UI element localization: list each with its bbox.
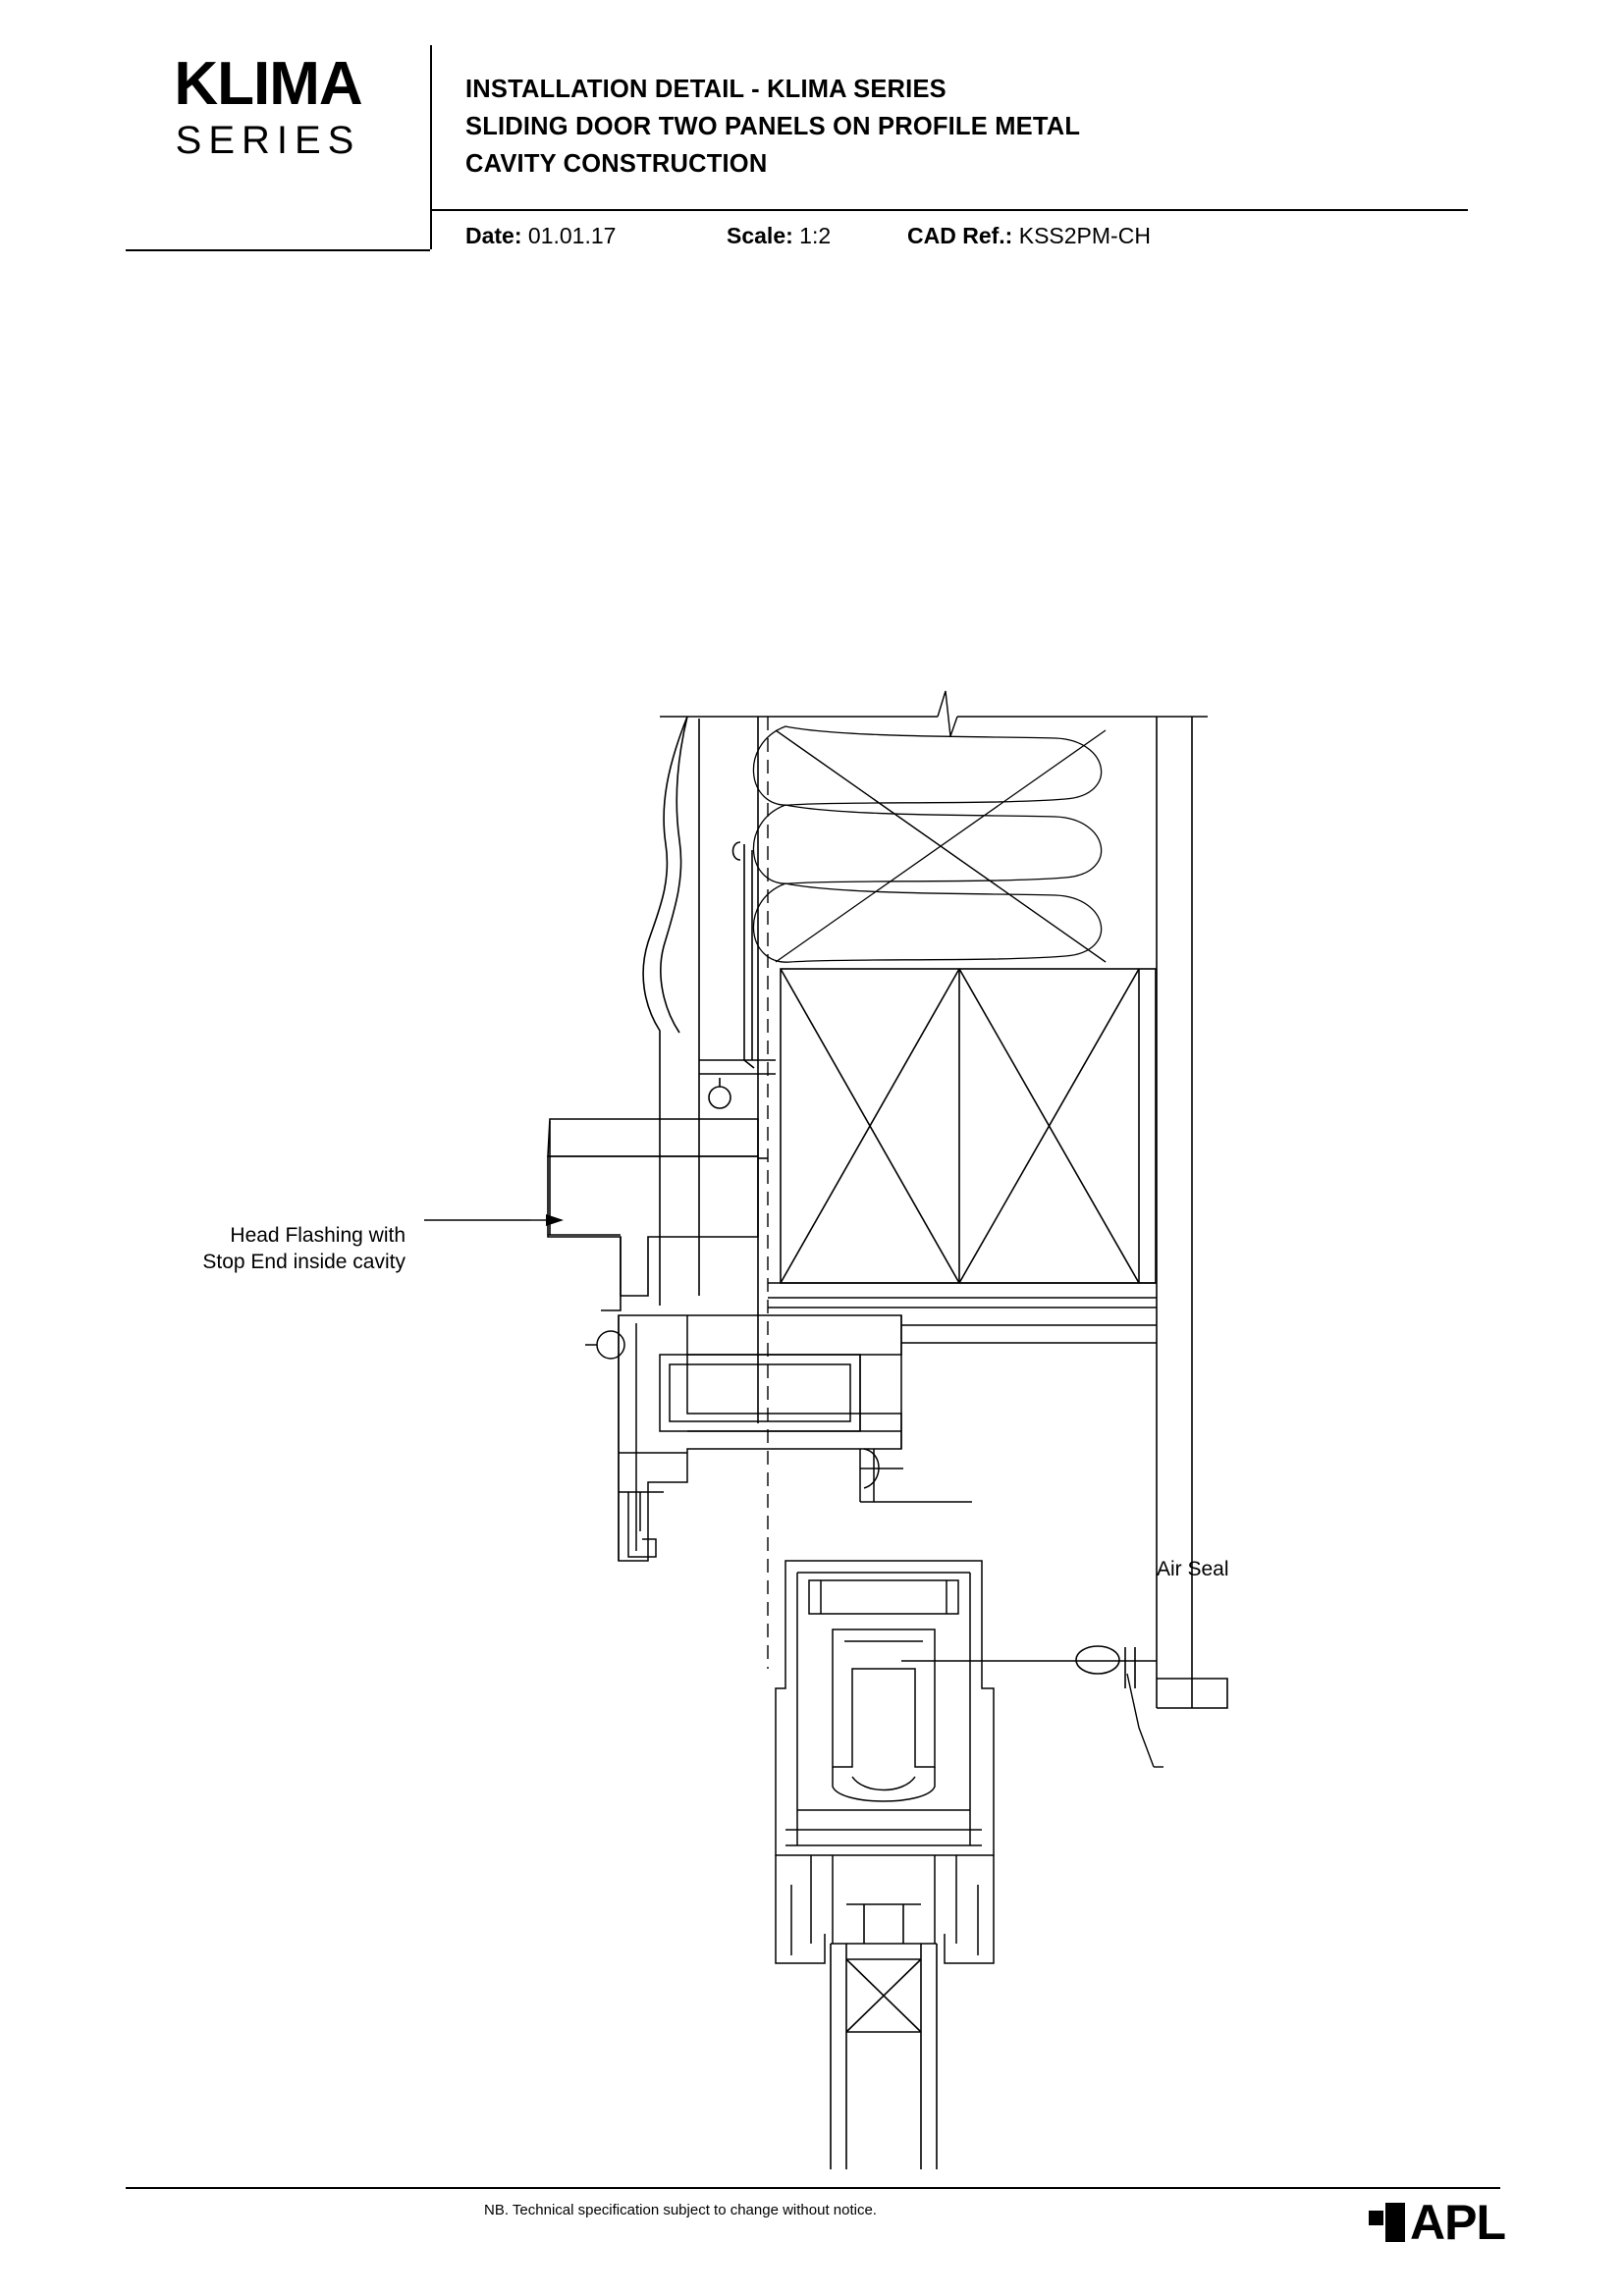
lintel-timber-block [781, 969, 1156, 1283]
callout-air-seal [1157, 1556, 1229, 1582]
apl-logo [1369, 2195, 1505, 2250]
logo-primary-text: KLIMA [174, 50, 362, 118]
title-line-1: INSTALLATION DETAIL - KLIMA SERIES [465, 76, 947, 103]
cad-ref-label: CAD Ref.: [907, 223, 1013, 248]
title-block-header [0, 0, 1623, 275]
air-seal-bulb [1076, 1646, 1135, 1688]
apl-wordmark: APL [1410, 2195, 1505, 2250]
scale-field [727, 218, 831, 253]
header-horizontal-divider [430, 209, 1468, 211]
date-value: 01.01.17 [527, 223, 617, 248]
drawing-title [465, 71, 1477, 183]
logo-secondary-text: SERIES [175, 119, 361, 162]
callout-head-flashing-line2: Stop End inside cavity [202, 1251, 406, 1273]
scale-value: 1:2 [799, 223, 832, 248]
sliding-panel-top-rail [776, 1561, 994, 1963]
title-line-2: SLIDING DOOR TWO PANELS ON PROFILE METAL [465, 113, 1081, 140]
head-flashing [548, 1119, 768, 1310]
logo-underline-rule [126, 249, 430, 251]
date-field [465, 218, 616, 253]
cavity-line [758, 717, 768, 1669]
door-head-extrusion [585, 1315, 972, 1561]
cad-ref-value: KSS2PM-CH [1018, 223, 1151, 248]
callout-head-flashing-line1: Head Flashing with [230, 1224, 406, 1247]
title-line-3: CAVITY CONSTRUCTION [465, 150, 768, 178]
insulation-batts [753, 726, 1106, 962]
head-lining [768, 1283, 1157, 1308]
header-vertical-divider [430, 45, 432, 249]
flashing-stop-end-bracket [699, 842, 776, 1108]
callout-head-flashing [160, 1222, 406, 1275]
date-label: Date: [465, 223, 522, 248]
footer-disclaimer: NB. Technical specification subject to change without notice. [484, 2202, 877, 2218]
klima-series-logo [126, 50, 410, 164]
drawing-meta-row [465, 218, 1477, 253]
glazing-unit [831, 1944, 937, 2169]
ceiling-line-group [660, 691, 1208, 736]
apl-mark-icon [1369, 2203, 1406, 2242]
callout-air-seal-line1: Air Seal [1157, 1558, 1229, 1580]
cad-ref-field [907, 218, 1151, 253]
glazing-bead [846, 1904, 921, 1944]
footer-divider [126, 2187, 1500, 2189]
head-horizontal-line [901, 1325, 1157, 1661]
scale-label: Scale: [727, 223, 793, 248]
profiled-metal-cladding [643, 717, 699, 1306]
